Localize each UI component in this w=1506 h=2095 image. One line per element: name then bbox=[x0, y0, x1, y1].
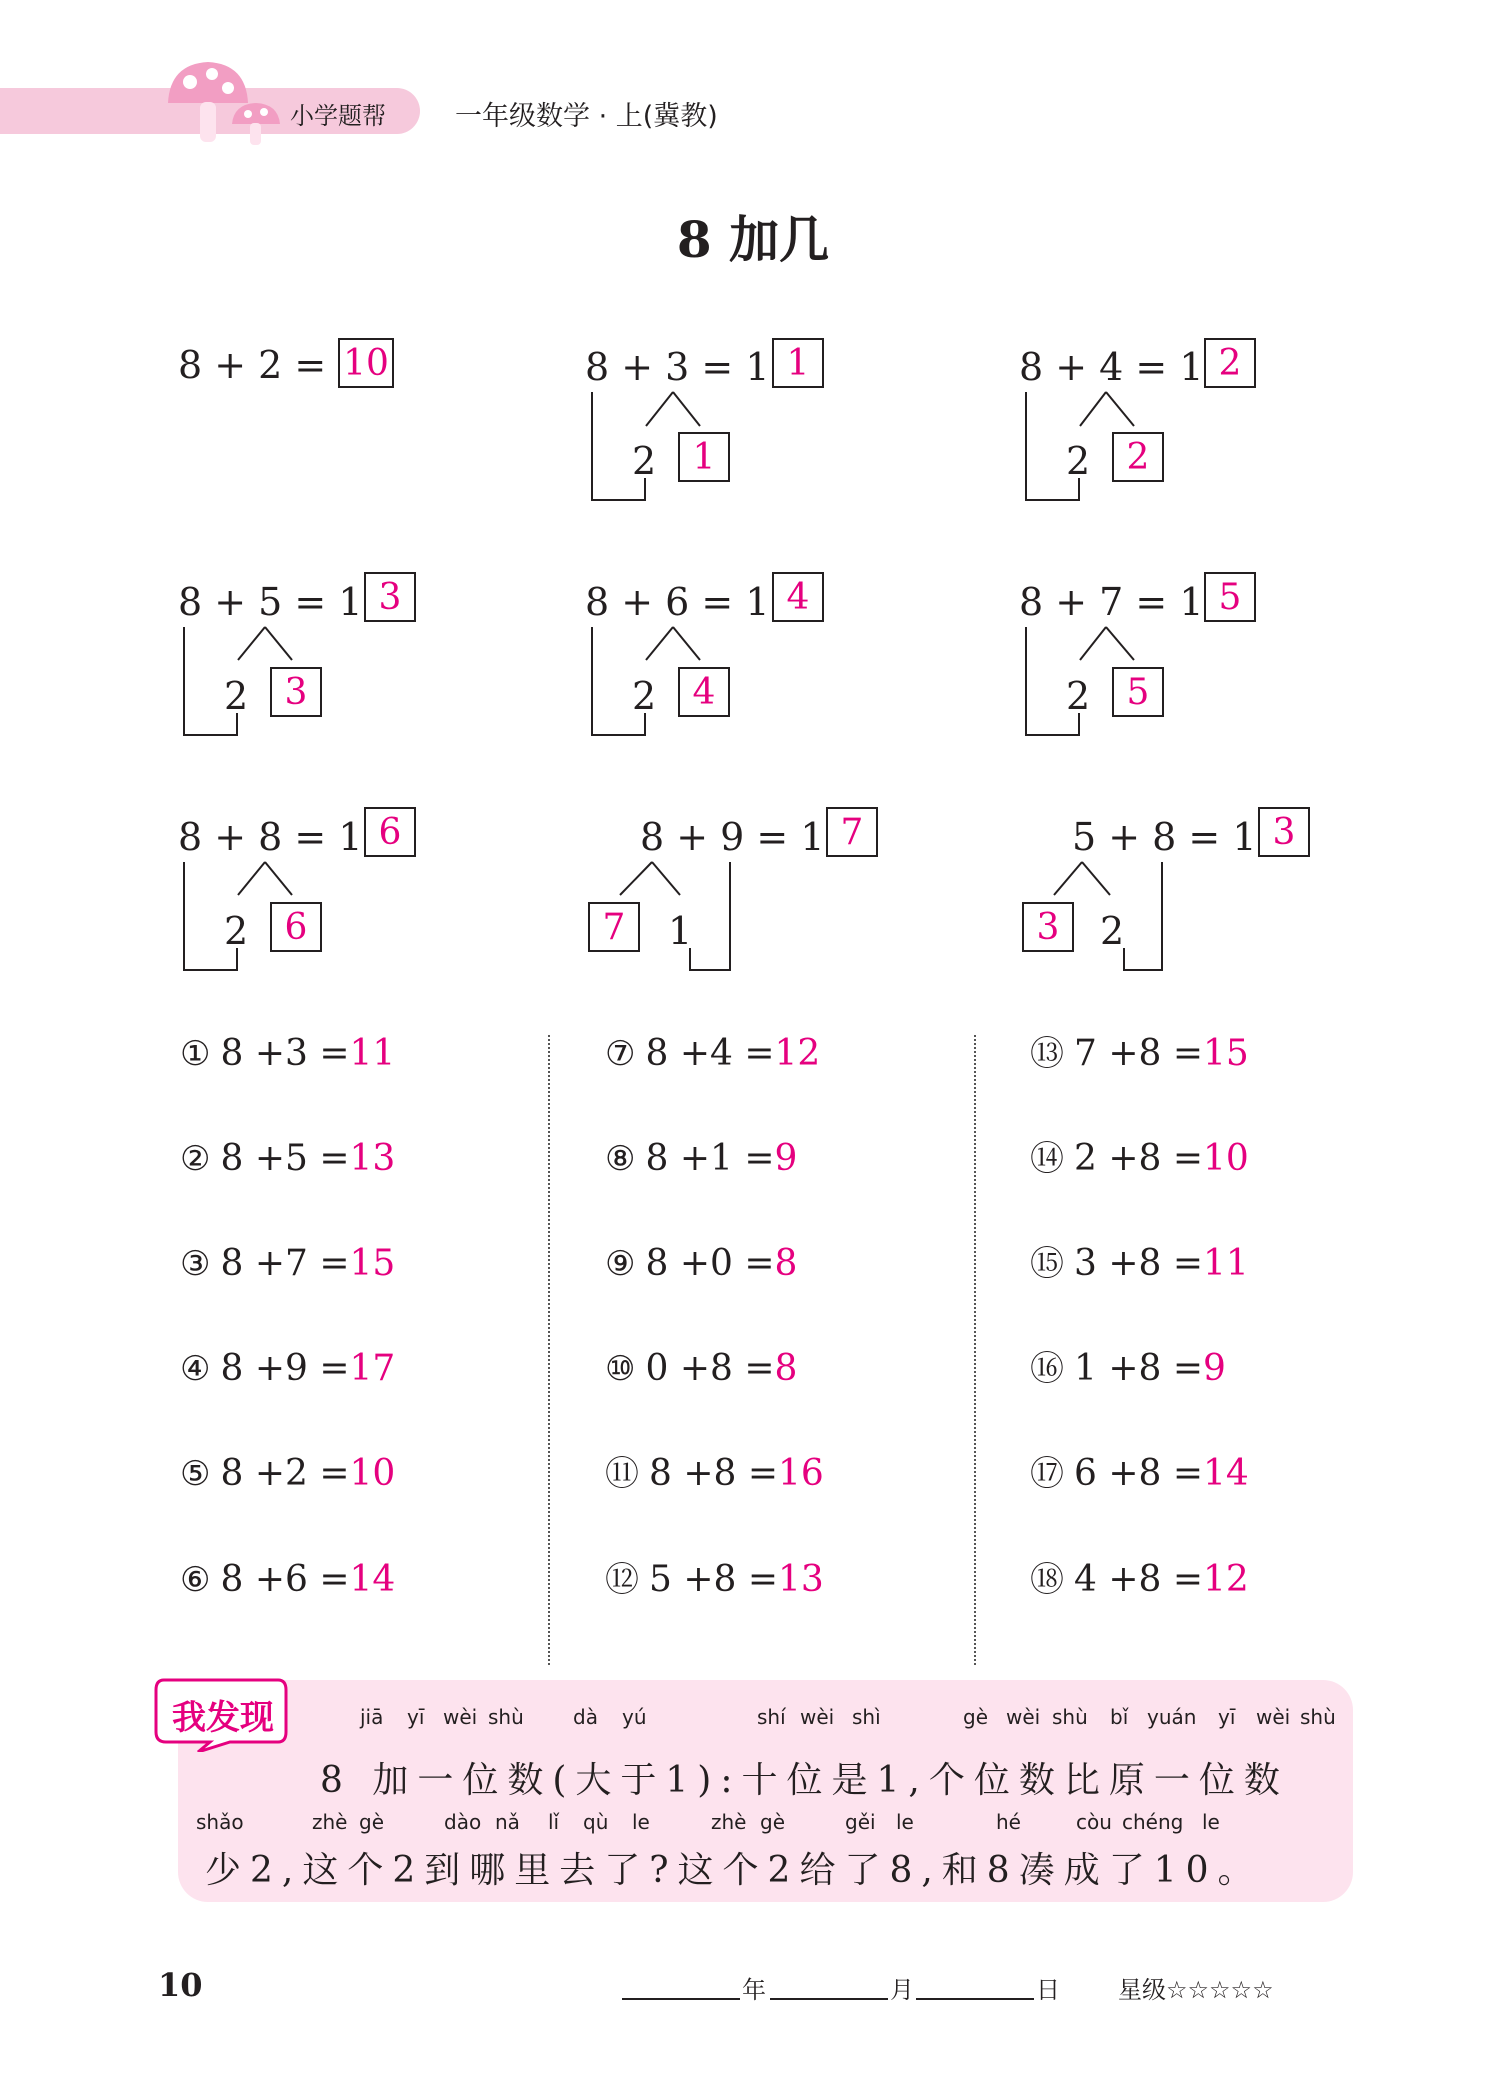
exercise-answer: 12 bbox=[1203, 1559, 1249, 1600]
decomp-b9-left: 3 bbox=[1022, 902, 1074, 952]
exercise-17 bbox=[1030, 1453, 1249, 1494]
exercise-2 bbox=[180, 1138, 396, 1179]
exercise-number: ⑱ bbox=[1030, 1560, 1064, 1600]
exercise-number: ③ bbox=[180, 1244, 211, 1284]
series-label: 小学题帮 bbox=[290, 102, 386, 130]
exercise-question: 7 +8 = bbox=[1074, 1033, 1204, 1074]
exercise-11 bbox=[605, 1453, 824, 1494]
exercise-question: 8 +0 = bbox=[645, 1243, 775, 1284]
exercise-number: ⑭ bbox=[1030, 1139, 1064, 1179]
column-divider-2 bbox=[974, 1035, 976, 1665]
exercise-answer: 9 bbox=[1203, 1348, 1226, 1389]
exercise-number: ⑨ bbox=[605, 1244, 636, 1284]
exercise-12 bbox=[605, 1559, 824, 1600]
exercise-number: ⑩ bbox=[605, 1349, 636, 1389]
exercise-question: 1 +8 = bbox=[1074, 1348, 1204, 1389]
decomp-b9-answer: 3 bbox=[1258, 807, 1310, 857]
exercise-answer: 15 bbox=[1203, 1033, 1249, 1074]
discovery-badge: 我发现 bbox=[172, 1698, 274, 1738]
decomp-b3-right: 2 bbox=[1112, 432, 1164, 482]
exercise-question: 8 +1 = bbox=[645, 1138, 775, 1179]
rating-label bbox=[1118, 1970, 1274, 2005]
decomp-b8-answer: 7 bbox=[826, 807, 878, 857]
decomp-b4-expr: 8 + 5 = 1 bbox=[178, 580, 363, 624]
exercise-16 bbox=[1030, 1348, 1226, 1389]
exercise-answer: 16 bbox=[778, 1453, 824, 1494]
star-icon[interactable]: ☆☆☆☆☆ bbox=[1166, 1976, 1274, 2004]
decomp-b7-left: 2 bbox=[224, 909, 249, 953]
exercise-3 bbox=[180, 1243, 396, 1284]
exercise-question: 8 +7 = bbox=[220, 1243, 350, 1284]
book-title: 一年级数学 · 上(冀教) bbox=[455, 101, 718, 132]
decomp-b2-left: 2 bbox=[632, 439, 657, 483]
day-blank bbox=[916, 1998, 1034, 2000]
exercise-10 bbox=[605, 1348, 798, 1389]
decomp-b6-answer: 5 bbox=[1204, 572, 1256, 622]
exercise-number: ⑦ bbox=[605, 1034, 636, 1074]
decomp-b5-answer: 4 bbox=[772, 572, 824, 622]
exercise-5 bbox=[180, 1453, 396, 1494]
month-blank bbox=[770, 1998, 888, 2000]
exercise-number: ① bbox=[180, 1034, 211, 1074]
discovery-line2: 少2,这个2到哪里去了?这个2给了8,和8凑成了10。 bbox=[205, 1850, 1263, 1891]
decomp-b3-left: 2 bbox=[1066, 439, 1091, 483]
decomp-b8-right: 1 bbox=[668, 909, 693, 953]
decomp-b6-left: 2 bbox=[1066, 674, 1091, 718]
decomp-b5-expr: 8 + 6 = 1 bbox=[585, 580, 770, 624]
decomp-b2-expr: 8 + 3 = 1 bbox=[585, 345, 770, 389]
exercise-number: ⑥ bbox=[180, 1560, 211, 1600]
decomp-b7-expr: 8 + 8 = 1 bbox=[178, 815, 363, 859]
page-number: 10 bbox=[158, 1966, 203, 2004]
discovery-line2-pinyin: shǎo zhè gè dào nǎ lǐ qù le zhè gè gěi le hé còu chéng le bbox=[196, 1810, 1220, 1834]
column-divider-1 bbox=[548, 1035, 550, 1665]
exercise-6 bbox=[180, 1559, 396, 1600]
exercise-9 bbox=[605, 1243, 798, 1284]
exercise-question: 8 +4 = bbox=[645, 1033, 775, 1074]
exercise-answer: 14 bbox=[349, 1559, 396, 1600]
exercise-answer: 10 bbox=[349, 1453, 396, 1494]
exercise-question: 6 +8 = bbox=[1074, 1453, 1204, 1494]
exercise-number: ⑫ bbox=[605, 1560, 639, 1600]
exercise-answer: 17 bbox=[349, 1348, 396, 1389]
exercise-7 bbox=[605, 1033, 821, 1074]
exercise-answer: 14 bbox=[1203, 1453, 1249, 1494]
exercise-answer: 8 bbox=[774, 1243, 798, 1284]
exercise-question: 3 +8 = bbox=[1074, 1243, 1204, 1284]
decomp-b6-right: 5 bbox=[1112, 667, 1164, 717]
exercise-number: ⑰ bbox=[1030, 1454, 1064, 1494]
decomp-b1-expr: 8 + 2 = bbox=[178, 343, 327, 387]
exercise-number: ⑪ bbox=[605, 1454, 639, 1494]
exercise-answer: 15 bbox=[349, 1243, 396, 1284]
exercise-answer: 9 bbox=[774, 1138, 798, 1179]
month-label: 月 bbox=[890, 1976, 914, 2004]
year-label: 年 bbox=[742, 1976, 766, 2004]
decomp-b9-right: 2 bbox=[1100, 909, 1125, 953]
discovery-line1-pinyin: jiā yī wèi shù dà yú shí wèi shì gè wèi shù bǐ yuán yī wèi shù bbox=[360, 1705, 1336, 1729]
exercise-13 bbox=[1030, 1033, 1249, 1074]
decomp-b2-right: 1 bbox=[678, 432, 730, 482]
decomp-b1-answer: 10 bbox=[338, 338, 394, 388]
exercise-answer: 10 bbox=[1203, 1138, 1249, 1179]
exercise-answer: 13 bbox=[349, 1138, 396, 1179]
exercise-question: 8 +9 = bbox=[220, 1348, 350, 1389]
exercise-question: 8 +3 = bbox=[220, 1033, 350, 1074]
decomp-b8-left: 7 bbox=[588, 902, 640, 952]
exercise-8 bbox=[605, 1138, 798, 1179]
decomp-b4-right: 3 bbox=[270, 667, 322, 717]
exercise-question: 8 +5 = bbox=[220, 1138, 350, 1179]
exercise-15 bbox=[1030, 1243, 1249, 1284]
decomp-b7-right: 6 bbox=[270, 902, 322, 952]
exercise-question: 2 +8 = bbox=[1074, 1138, 1204, 1179]
rating-text: 星级 bbox=[1118, 1976, 1166, 2004]
exercise-number: ⑯ bbox=[1030, 1349, 1064, 1389]
exercise-answer: 13 bbox=[778, 1559, 824, 1600]
exercise-number: ⑬ bbox=[1030, 1034, 1064, 1074]
decomp-b6-expr: 8 + 7 = 1 bbox=[1019, 580, 1204, 624]
decomp-b4-answer: 3 bbox=[364, 572, 416, 622]
exercise-14 bbox=[1030, 1138, 1249, 1179]
decomp-b5-left: 2 bbox=[632, 674, 657, 718]
year-blank bbox=[622, 1998, 740, 2000]
decomp-b8-expr: 8 + 9 = 1 bbox=[640, 815, 825, 859]
day-label: 日 bbox=[1036, 1976, 1060, 2004]
exercise-question: 8 +2 = bbox=[220, 1453, 350, 1494]
exercise-number: ⑤ bbox=[180, 1454, 211, 1494]
page-title: 8 加几 bbox=[676, 210, 830, 269]
exercise-answer: 11 bbox=[1203, 1243, 1249, 1284]
exercise-question: 0 +8 = bbox=[645, 1348, 775, 1389]
decomp-b2-answer: 1 bbox=[772, 338, 824, 388]
exercise-question: 8 +6 = bbox=[220, 1559, 350, 1600]
decomp-b7-answer: 6 bbox=[364, 807, 416, 857]
decomp-b3-expr: 8 + 4 = 1 bbox=[1019, 345, 1204, 389]
exercise-number: ⑮ bbox=[1030, 1244, 1064, 1284]
exercise-number: ⑧ bbox=[605, 1139, 636, 1179]
decomp-b9-expr: 5 + 8 = 1 bbox=[1072, 815, 1257, 859]
exercise-answer: 11 bbox=[349, 1033, 396, 1074]
exercise-question: 4 +8 = bbox=[1074, 1559, 1204, 1600]
exercise-18 bbox=[1030, 1559, 1249, 1600]
decomp-b5-right: 4 bbox=[678, 667, 730, 717]
exercise-question: 8 +8 = bbox=[649, 1453, 779, 1494]
exercise-answer: 12 bbox=[774, 1033, 821, 1074]
exercise-number: ④ bbox=[180, 1349, 211, 1389]
decomp-b3-answer: 2 bbox=[1204, 338, 1256, 388]
exercise-question: 5 +8 = bbox=[649, 1559, 779, 1600]
exercise-answer: 8 bbox=[774, 1348, 798, 1389]
exercise-1 bbox=[180, 1033, 396, 1074]
decomp-b4-left: 2 bbox=[224, 674, 249, 718]
exercise-4 bbox=[180, 1348, 396, 1389]
discovery-line1: 8 加一位数(大于1):十位是1,个位数比原一位数 bbox=[320, 1760, 1289, 1801]
exercise-number: ② bbox=[180, 1139, 211, 1179]
